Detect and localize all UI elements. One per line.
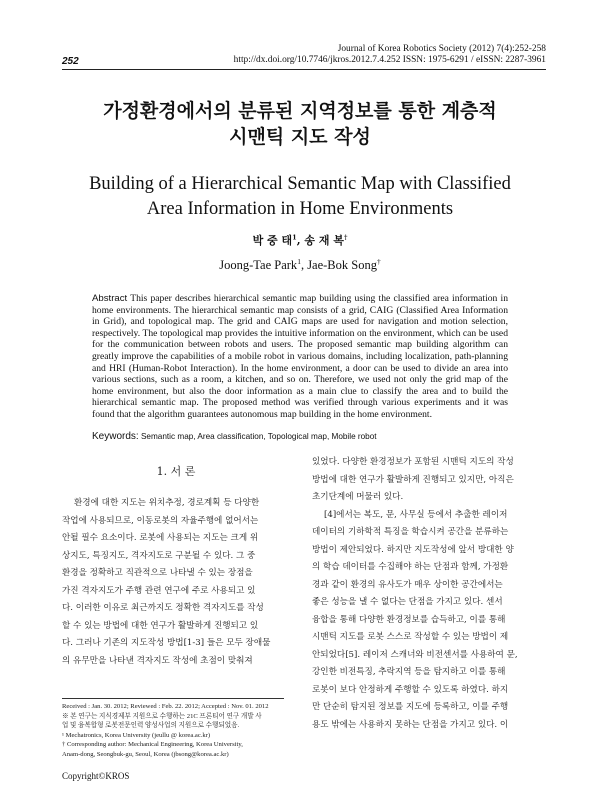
body-line: 만 단순히 탐지된 정보를 지도에 등록하고, 이를 주행 bbox=[312, 702, 509, 712]
page-number: 252 bbox=[62, 56, 79, 67]
body-line: 데이터의 기하학적 특징을 학습시켜 공간을 분류하는 bbox=[312, 527, 509, 537]
abstract bbox=[92, 293, 508, 421]
corresponding-mark: † bbox=[343, 233, 348, 242]
abstract-label: Abstract bbox=[92, 293, 128, 304]
affiliation-mark: 1 bbox=[297, 256, 301, 266]
body-line: 로봇이 보다 안정하게 주행할 수 있도록 하였다. 하지 bbox=[312, 684, 509, 695]
footnote-rule bbox=[62, 698, 284, 699]
author-separator: , bbox=[296, 234, 305, 247]
author-name: Joong-Tae Park bbox=[219, 258, 298, 272]
abstract-text: This paper describes hierarchical semantic map building using the classified area information in home environments. The hierarchical semantic map consists of a grid, CAIG (Classified Area Information in Grid), and topological map. The grid and CAIG maps are used for navigation and motion selection, respectively. The topological map provides the intuitive information on the environment, which can be used for the communication between robots and users. The proposed semantic map building algorithm can greatly improve the capabilities of a mobile robot in various domains, including localization, path-planning and HRI (Human-Robot Interaction). In the home environment, a door can be used to divide an area into various sections, such as a room, a kitchen, and so on. Therefore, we used not only the grid map of the home environment, but also the door information as a main clue to classify the area and to build the hierarchical semantic map. The proposed method was verified through various experiments and it was found that the algorithm guarantees autonomous map building in the home environment. bbox=[92, 293, 508, 420]
body-line: 의 유무만을 나타낸 격자지도 작성에 초점이 맞춰져 bbox=[62, 655, 253, 666]
footnote-line: ¹ Mechatronics, Korea University (jeullu @ korea.ac.kr) bbox=[62, 731, 211, 739]
body-line: 초기단계에 머물러 있다. bbox=[312, 492, 404, 502]
footnote-line: ※ 본 연구는 지식경제부 지원으로 수행하는 21C 프론티어 연구 개발 사 bbox=[62, 712, 262, 720]
body-line: 강인한 비전특징, 추락지역 등을 탐지하고 이를 통해 bbox=[312, 667, 506, 677]
journal-doi-issn: http://dx.doi.org/10.7746/jkros.2012.7.4.252 ISSN: 1975-6291 / eISSN: 2287-3961 bbox=[233, 55, 546, 65]
english-title-line: Area Information in Home Environments bbox=[146, 199, 454, 219]
body-line: 있었다. 다양한 환경정보가 포함된 시맨틱 지도의 작성 bbox=[312, 457, 514, 467]
body-line: 시맨틱 지도를 로봇 스스로 작성할 수 있는 방법이 제 bbox=[312, 632, 509, 642]
body-line: 할 수 있는 방법에 대한 연구가 활발하게 진행되고 있 bbox=[62, 620, 259, 631]
section-title: 1. 서 론 bbox=[156, 465, 196, 478]
author-name: Jae-Bok Song bbox=[307, 258, 377, 272]
footnote-line: Received : Jan. 30. 2012; Reviewed : Feb. 22. 2012; Accepted : Nov. 01. 2012 bbox=[62, 703, 269, 710]
body-line: 가진 격자지도가 주행 관련 연구에 주로 사용되고 있 bbox=[62, 585, 256, 596]
korean-authors bbox=[0, 232, 600, 248]
footnote-line: † Corresponding author: Mechanical Engineering, Korea University, bbox=[62, 741, 243, 749]
body-line: 용도 밖에는 사용하지 못하는 단점을 가지고 있다. 이 bbox=[312, 719, 509, 730]
footnote-line: 업 및 융복합형 로봇전문인력 양성사업의 지원으로 수행되었음. bbox=[62, 722, 240, 730]
body-line: 의 학습 데이터를 수집해야 하는 단점과 함께, 가정환 bbox=[312, 562, 509, 572]
keywords-text: Semantic map, Area classification, Topological map, Mobile robot bbox=[140, 432, 377, 441]
body-line: 다. 그러나 기존의 지도작성 방법[1-3] 들은 모두 장애물 bbox=[62, 638, 271, 648]
journal-citation: Journal of Korea Robotics Society (2012) 7(4):252-258 bbox=[337, 44, 546, 54]
header-rule bbox=[62, 69, 546, 70]
body-line: 환경에 대한 지도는 위치추정, 경로계획 등 다양한 bbox=[74, 498, 260, 508]
footnotes bbox=[62, 702, 294, 760]
body-line: 상지도, 특징지도, 격자지도로 구분될 수 있다. 그 중 bbox=[62, 550, 256, 561]
author-name: 박 중 태 bbox=[252, 234, 293, 247]
english-authors bbox=[0, 258, 600, 273]
author-separator: , bbox=[300, 258, 308, 272]
affiliation-mark: 1 bbox=[292, 233, 297, 242]
english-title bbox=[0, 172, 600, 222]
journal-header bbox=[234, 44, 546, 66]
keywords bbox=[92, 431, 512, 442]
body-line: 안될 필수 요소이다. 로봇에 사용되는 지도는 크게 위 bbox=[62, 533, 259, 543]
korean-title-line: 시맨틱 지도 작성 bbox=[229, 126, 371, 148]
korean-title bbox=[0, 98, 600, 150]
keywords-label: Keywords: bbox=[92, 431, 139, 442]
english-title-line: Building of a Hierarchical Semantic Map with Classified bbox=[89, 174, 511, 194]
body-line: 융합을 통해 다양한 환경정보를 습득하고, 이를 통해 bbox=[312, 614, 506, 625]
left-column bbox=[62, 463, 290, 670]
body-line: 다. 이러한 이유로 최근까지도 정확한 격자지도를 작성 bbox=[62, 603, 264, 613]
right-column bbox=[312, 454, 540, 734]
body-line: 안되었다[5]. 레이저 스캐너와 비전센서를 사용하여 문, bbox=[312, 649, 518, 660]
body-line: 경과 같이 환경의 유사도가 매우 상이한 공간에서는 bbox=[312, 579, 503, 590]
body-line: 작업에 사용되므로, 이동로봇의 자율주행에 없어서는 bbox=[62, 515, 259, 526]
body-line: [4]에서는 복도, 문, 사무실 등에서 추출한 레이저 bbox=[324, 509, 508, 520]
korean-title-line: 가정환경에서의 분류된 지역정보를 통한 계층적 bbox=[103, 100, 497, 122]
body-line: 환경을 정확하고 직관적으로 나타낼 수 있는 장점을 bbox=[62, 568, 253, 578]
body-line: 방법에 대한 연구가 활발하게 진행되고 있지만, 아직은 bbox=[312, 474, 514, 485]
body-line: 좋은 성능을 낼 수 없다는 단점을 가지고 있다. 센서 bbox=[312, 597, 503, 607]
footnote-line: Anam-dong, Seongbuk-gu, Seoul, Korea (jbsong@korea.ac.kr) bbox=[62, 750, 229, 758]
author-name: 송 재 복 bbox=[304, 234, 344, 247]
copyright-notice: Copyright©KROS bbox=[62, 771, 130, 781]
body-line: 방법이 제안되었다. 하지만 지도작성에 앞서 방대한 양 bbox=[312, 544, 514, 555]
corresponding-mark: † bbox=[376, 256, 381, 266]
